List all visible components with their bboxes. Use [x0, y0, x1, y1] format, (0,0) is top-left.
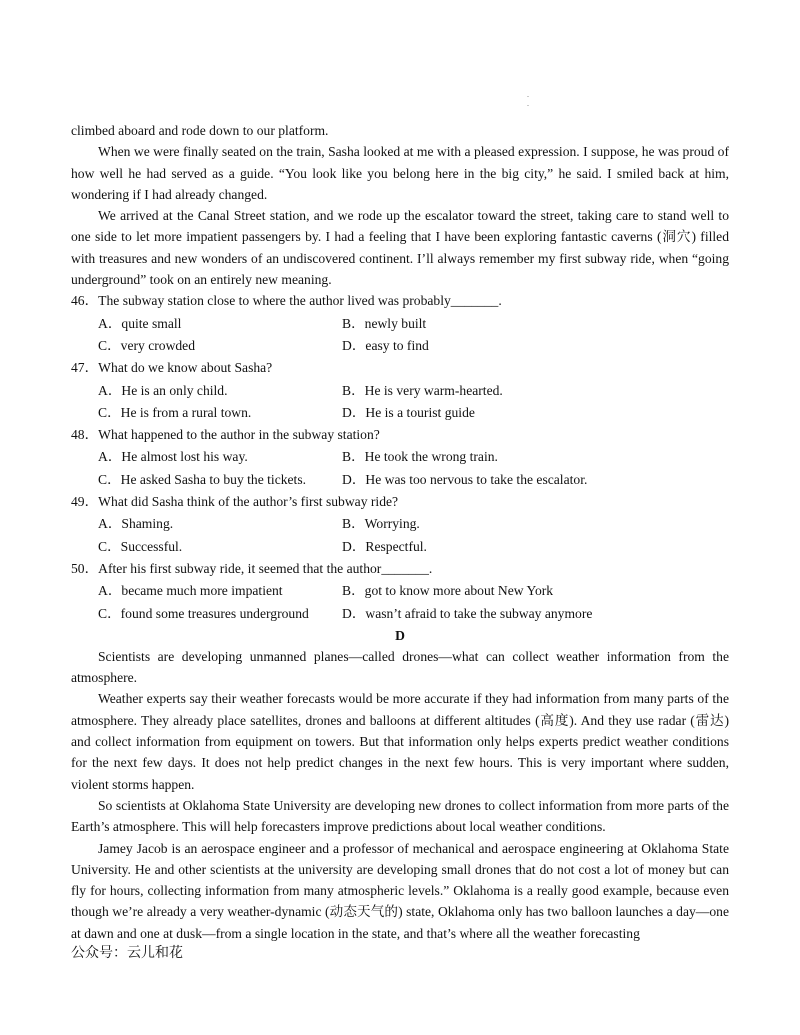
question-47 [71, 357, 729, 424]
option-a: A．He is an only child. [98, 382, 228, 398]
question-stem: 46．The subway station close to where the author lived was probably_______. [71, 293, 502, 309]
options-row [71, 603, 729, 625]
option-a: A．He almost lost his way. [98, 449, 248, 465]
option-c: C．He asked Sasha to buy the tickets. [98, 471, 307, 487]
option-b: B．newly built [342, 315, 427, 331]
option-b: B．got to know more about New York [342, 583, 554, 599]
question-50 [71, 558, 729, 625]
passage-d-paragraph: Scientists are developing unmanned planes—called drones—what can collect weather information from the atmosphere. [71, 648, 729, 686]
question-stem: 48．What happened to the author in the subway station? [71, 427, 380, 443]
question-48 [71, 424, 729, 491]
options-row [71, 513, 729, 535]
section-d-title: D [395, 627, 405, 643]
passage-c-paragraph: climbed aboard and rode down to our platform. [71, 123, 329, 138]
document-body [71, 120, 729, 944]
option-d: D．Respectful. [342, 538, 427, 554]
options-row [71, 380, 729, 402]
passage-c-paragraph: We arrived at the Canal Street station, and we rode up the escalator toward the street, taking care to stand well to one side to let more impatient passengers by. I had a feeling that I have been exploring fantastic caverns (洞穴) filled with treasures and new wonders of an undiscovered continent. I’ll always remember my first subway ride, when “going underground” took on an entirely new meaning. [71, 208, 729, 288]
option-c: C．very crowded [98, 337, 196, 353]
option-c: C．found some treasures underground [98, 605, 309, 621]
options-row [71, 313, 729, 335]
option-c: C．He is from a rural town. [98, 404, 252, 420]
question-46 [71, 290, 729, 357]
option-a: A．quite small [98, 315, 182, 331]
question-stem: 49．What did Sasha think of the author’s first subway ride? [71, 494, 399, 510]
options-row [71, 335, 729, 357]
passage-d-paragraph: Jamey Jacob is an aerospace engineer and a professor of mechanical and aerospace engineering at Oklahoma State University. He and other scientists at the university are developing small drones that do not cost a lot of money but can fly for hours, collecting information from many atmospheric levels.” Oklahoma is a really good example, because even though we’re already a very weather-dynamic (动态天气的) state, Oklahoma only has two balloon launches a day—one at dawn and one at dusk—from a single location in the state, and that’s where all the weather forecasting [71, 840, 729, 941]
footer-watermark-text: 公众号：云儿和花 [71, 945, 183, 961]
passage-d-paragraph: Weather experts say their weather forecasts would be more accurate if they had information from many parts of the atmosphere. They already place satellites, drones and balloons at different altitudes (高度). And they use radar (雷达) and collect information from equipment on towers. But that information only helps experts predict weather conditions for the next few days. It does not help predict changes in the next few hours. This is very important where sudden, violent storms happen. [71, 691, 729, 792]
option-b: B．He is very warm-hearted. [342, 382, 503, 398]
passage-d-paragraph: So scientists at Oklahoma State University are developing new drones to collect information from more parts of the Earth’s atmosphere. This will help forecasters improve predictions about local weather conditions. [71, 797, 729, 835]
question-stem: 50．After his first subway ride, it seemed that the author_______. [71, 560, 433, 576]
option-b: B．Worrying. [342, 516, 420, 532]
option-a: A．Shaming. [98, 516, 174, 532]
option-d: D．wasn’t afraid to take the subway anymore [342, 605, 593, 621]
options-row [71, 469, 729, 491]
question-stem: 47．What do we know about Sasha? [71, 360, 273, 376]
options-row [71, 446, 729, 468]
options-row [71, 580, 729, 602]
options-row [71, 536, 729, 558]
question-49 [71, 491, 729, 558]
option-a: A．became much more impatient [98, 583, 283, 599]
header-marks: . . [527, 90, 529, 108]
options-row [71, 402, 729, 424]
option-d: D．He is a tourist guide [342, 404, 475, 420]
option-c: C．Successful. [98, 538, 183, 554]
passage-c-paragraph: When we were finally seated on the train, Sasha looked at me with a pleased expression. I suppose, he was proud of how well he had served as a guide. “You look like you belong here in the big city,” he said. I smiled back at him, wondering if I had already changed. [71, 144, 729, 202]
option-b: B．He took the wrong train. [342, 449, 498, 465]
option-d: D．easy to find [342, 337, 429, 353]
option-d: D．He was too nervous to take the escalator. [342, 471, 588, 487]
